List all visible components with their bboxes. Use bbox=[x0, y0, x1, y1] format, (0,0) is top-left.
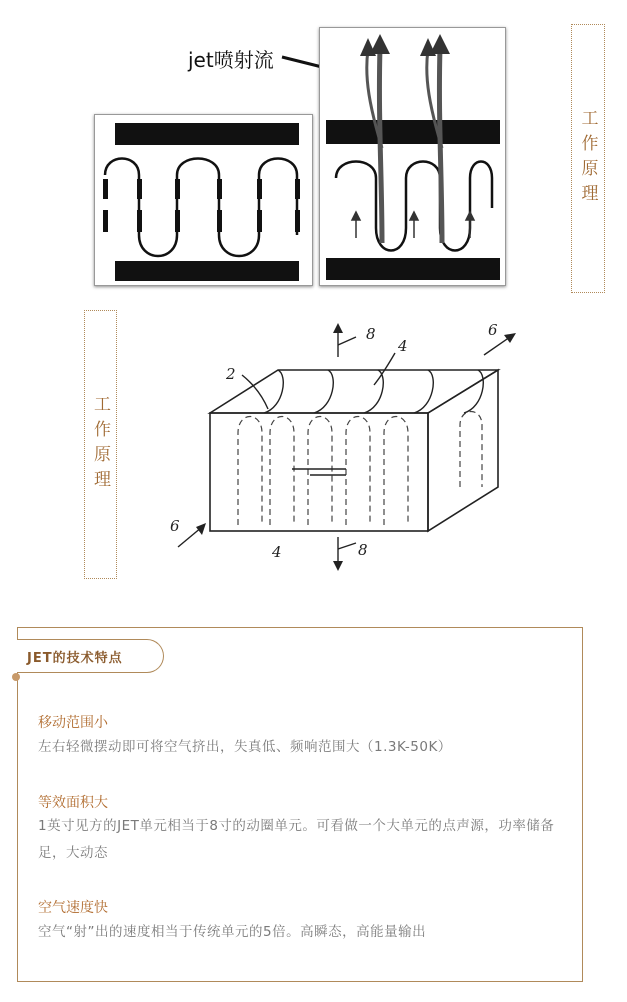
side-label-top-text: 工作原理 bbox=[577, 108, 598, 209]
feature-desc-3: 空气“射”出的速度相当于传统单元的5倍。高瞬态，高能量输出 bbox=[38, 924, 427, 940]
patent-label-4-top: 4 bbox=[398, 337, 408, 355]
patent-label-2: 2 bbox=[226, 365, 236, 383]
feature-desc-2: 1英寸见方的JET单元相当于8寸的动圈单元。可看做一个大单元的点声源，功率储备足，大动态 bbox=[38, 818, 555, 861]
diaphragm-rest-drawing bbox=[95, 115, 312, 285]
features-header-dot bbox=[12, 673, 20, 681]
feature-desc-1: 左右轻微摆动即可将空气挤出，失真低、频响范围大（1.3K-50K） bbox=[38, 739, 452, 755]
patent-label-6-left: 6 bbox=[170, 517, 180, 535]
side-label-middle bbox=[84, 310, 117, 579]
patent-label-8-top: 8 bbox=[366, 325, 376, 343]
diaphragm-active-drawing bbox=[320, 28, 505, 285]
jet-stream-label: jet喷射流 bbox=[188, 48, 274, 72]
features-header bbox=[17, 639, 164, 673]
patent-drawing bbox=[160, 315, 540, 575]
side-label-middle-text: 工作原理 bbox=[90, 394, 110, 495]
diaphragm-rest-panel bbox=[94, 114, 313, 286]
feature-title-2: 等效面积大 bbox=[38, 795, 108, 811]
patent-label-6-right: 6 bbox=[488, 321, 498, 339]
patent-label-4-bottom: 4 bbox=[272, 543, 282, 561]
feature-title-3: 空气速度快 bbox=[38, 900, 108, 916]
diaphragm-active-panel bbox=[319, 27, 506, 286]
features-header-text: JET的技术特点 bbox=[27, 650, 123, 666]
side-label-top bbox=[571, 24, 605, 293]
feature-title-1: 移动范围小 bbox=[38, 715, 108, 731]
patent-label-8-bottom: 8 bbox=[358, 541, 368, 559]
